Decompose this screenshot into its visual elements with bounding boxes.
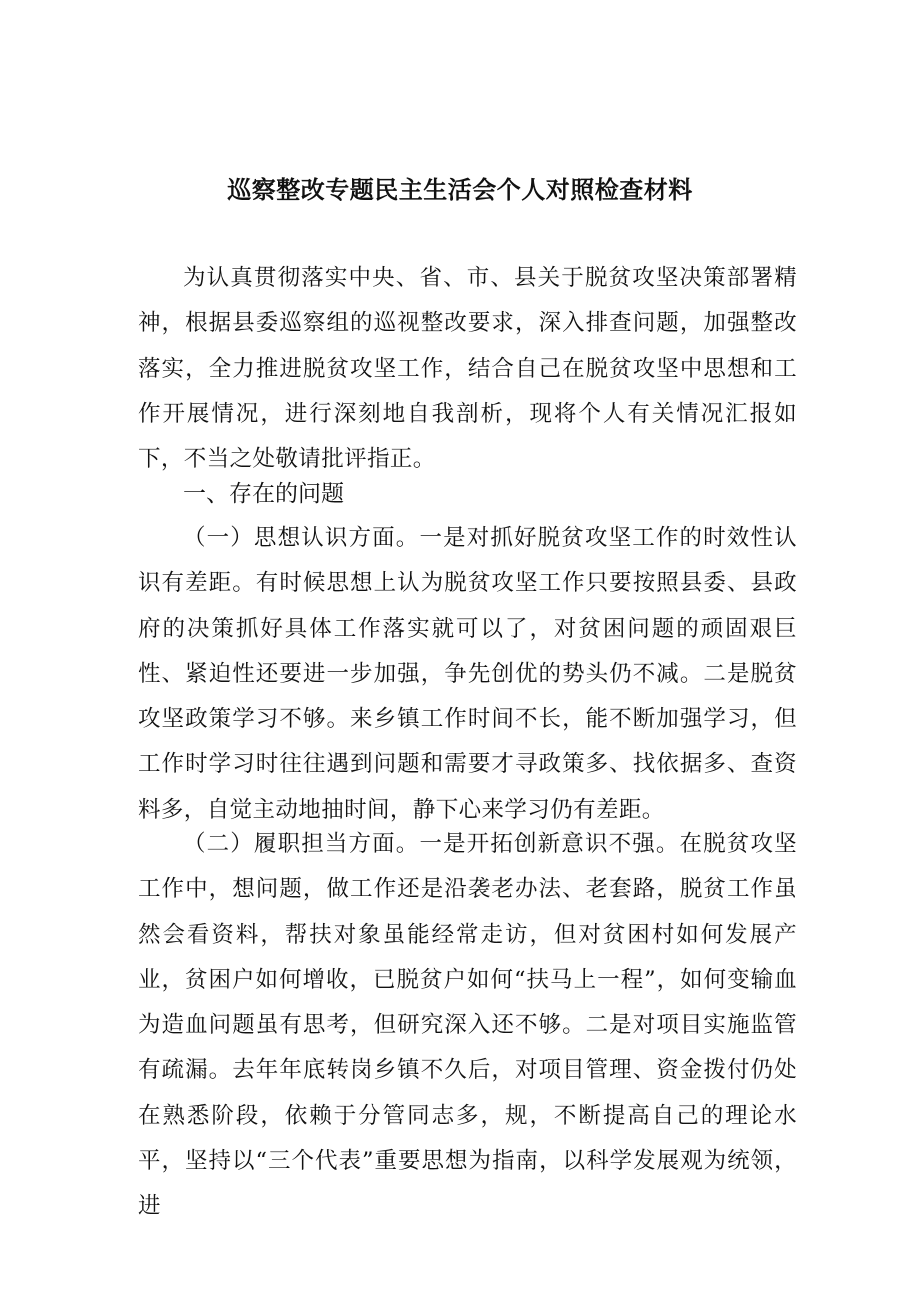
paragraph-duty-responsibility: （二）履职担当方面。一是开拓创新意识不强。在脱贫攻坚工作中，想问题，做工作还是沿袭老办法、老套路，脱贫工作虽然会看资料，帮扶对象虽能经常走访，但对贫困村如何发展产业，贫困户如何增收，已脱贫户如何“扶马上一程”，如何变输血为造血问题虽有思考，但研究深入还不够。二是对项目实施监管有疏漏。去年年底转岗乡镇不久后，对项目管理、资金拨付仍处在熟悉阶段，依赖于分管同志多，规，不断提高自己的理论水平，坚持以“三个代表”重要思想为指南，以科学发展观为统领，进	[138, 831, 797, 1220]
paragraph-ideological-understanding: （一）思想认识方面。一是对抓好脱贫攻坚工作的时效性认识有差距。有时候思想上认为脱贫攻坚工作只要按照县委、县政府的决策抓好具体工作落实就可以了，对贫困问题的顽固艰巨性、紧迫性还要进一步加强，争先创优的势头仍不减。二是脱贫攻坚政策学习不够。来乡镇工作时间不长，能不断加强学习，但工作时学习时往往遇到问题和需要才寻政策多、找依据多、查资料多，自觉主动地抽时间，静下心来学习仍有差距。	[138, 525, 797, 823]
section-heading-problems: 一、存在的问题	[183, 481, 344, 507]
intro-paragraph: 为认真贯彻落实中央、省、市、县关于脱贫攻坚决策部署精神，根据县委巡察组的巡视整改要求，深入排查问题，加强整改落实，全力推进脱贫攻坚工作，结合自己在脱贫攻坚中思想和工作开展情况，进行深刻地自我剖析，现将个人有关情况汇报如下，不当之处敬请批评指正。	[138, 265, 797, 473]
document-title: 巡察整改专题民主生活会个人对照检查材料	[227, 176, 693, 204]
